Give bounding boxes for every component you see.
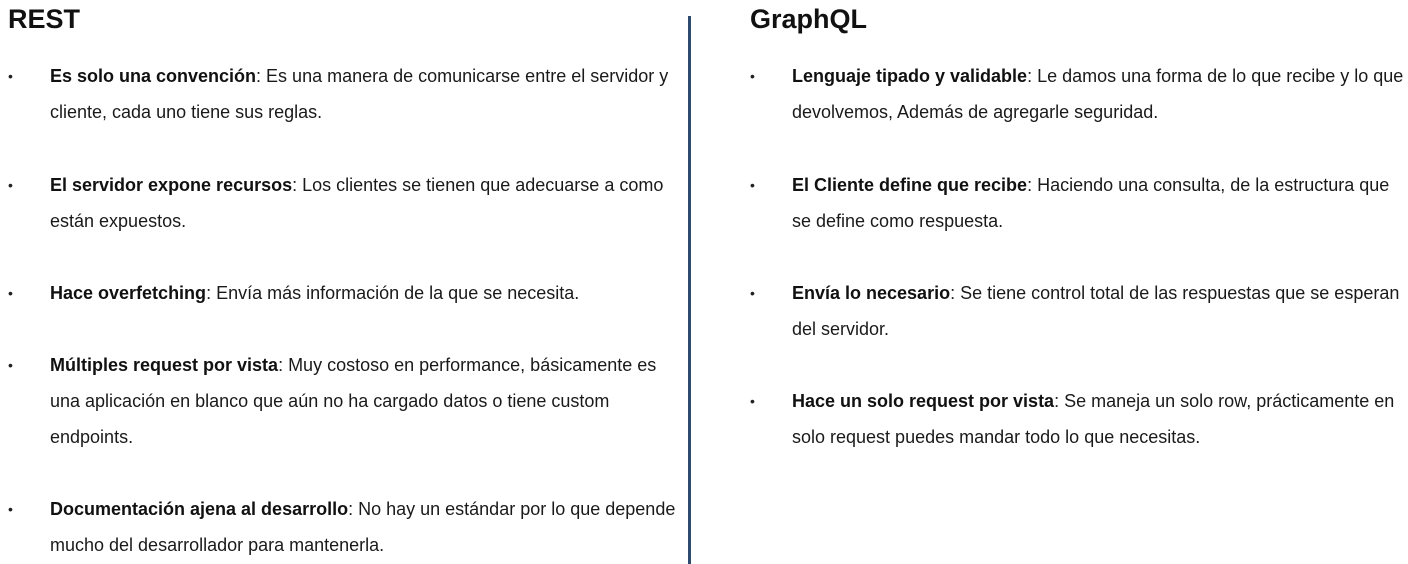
- rest-item-label: Es solo una convención: [50, 66, 257, 86]
- rest-title: REST: [8, 4, 81, 34]
- graphql-item-label: Hace un solo request por vista: [792, 391, 1055, 411]
- rest-item-label: El servidor expone recursos: [50, 175, 293, 195]
- bullet-icon: •: [8, 285, 13, 301]
- graphql-title: GraphQL: [750, 4, 868, 34]
- rest-item-text: [50, 491, 676, 563]
- graphql-item-desc: : Se maneja un solo row, prácticamente en solo request puedes mandar todo lo que necesitas.: [792, 391, 1395, 447]
- rest-bullet-item: [8, 275, 676, 311]
- bullet-icon: •: [8, 501, 13, 517]
- rest-item-label: Hace overfetching: [50, 283, 207, 303]
- bullet-icon: •: [8, 177, 13, 193]
- graphql-bullet-item: [750, 383, 1408, 455]
- rest-item-text: [50, 275, 676, 311]
- rest-item-desc: : Muy costoso en performance, básicamente es una aplicación en blanco que aún no ha cargado datos o tiene custom endpoints.: [50, 355, 657, 447]
- rest-item-label: Documentación ajena al desarrollo: [50, 499, 349, 519]
- bullet-icon: •: [750, 393, 755, 409]
- graphql-item-desc: : Le damos una forma de lo que recibe y lo que devolvemos, Además de agregarle seguridad.: [792, 66, 1404, 122]
- rest-bullet-item: [8, 58, 676, 130]
- graphql-item-label: Lenguaje tipado y validable: [792, 66, 1028, 86]
- bullet-icon: •: [8, 357, 13, 373]
- rest-item-text: [50, 167, 676, 239]
- rest-bullet-item: [8, 491, 676, 563]
- graphql-item-desc: : Se tiene control total de las respuestas que se esperan del servidor.: [792, 283, 1400, 339]
- rest-item-desc: : Los clientes se tienen que adecuarse a como están expuestos.: [50, 175, 664, 231]
- graphql-item-text: [792, 383, 1408, 455]
- rest-item-desc: : Envía más información de la que se necesita.: [206, 283, 580, 303]
- bullet-icon: •: [750, 177, 755, 193]
- graphql-item-label: El Cliente define que recibe: [792, 175, 1028, 195]
- rest-item-label: Múltiples request por vista: [50, 355, 279, 375]
- bullet-icon: •: [750, 68, 755, 84]
- graphql-item-text: [792, 275, 1408, 347]
- graphql-bullet-item: [750, 275, 1408, 347]
- rest-item-desc: : Es una manera de comunicarse entre el servidor y cliente, cada uno tiene sus reglas.: [50, 66, 669, 122]
- graphql-item-label: Envía lo necesario: [792, 283, 951, 303]
- graphql-bullet-item: [750, 58, 1408, 130]
- rest-bullet-item: [8, 167, 676, 239]
- rest-item-desc: : No hay un estándar por lo que depende mucho del desarrollador para mantenerla.: [50, 499, 676, 555]
- bullet-icon: •: [8, 68, 13, 84]
- rest-bullet-item: [8, 347, 676, 455]
- graphql-item-desc: : Haciendo una consulta, de la estructura que se define como respuesta.: [792, 175, 1390, 231]
- graphql-item-text: [792, 58, 1408, 130]
- rest-item-text: [50, 347, 676, 455]
- column-divider: [688, 16, 691, 564]
- rest-item-text: [50, 58, 676, 130]
- graphql-bullet-item: [750, 167, 1408, 239]
- graphql-item-text: [792, 167, 1408, 239]
- bullet-icon: •: [750, 285, 755, 301]
